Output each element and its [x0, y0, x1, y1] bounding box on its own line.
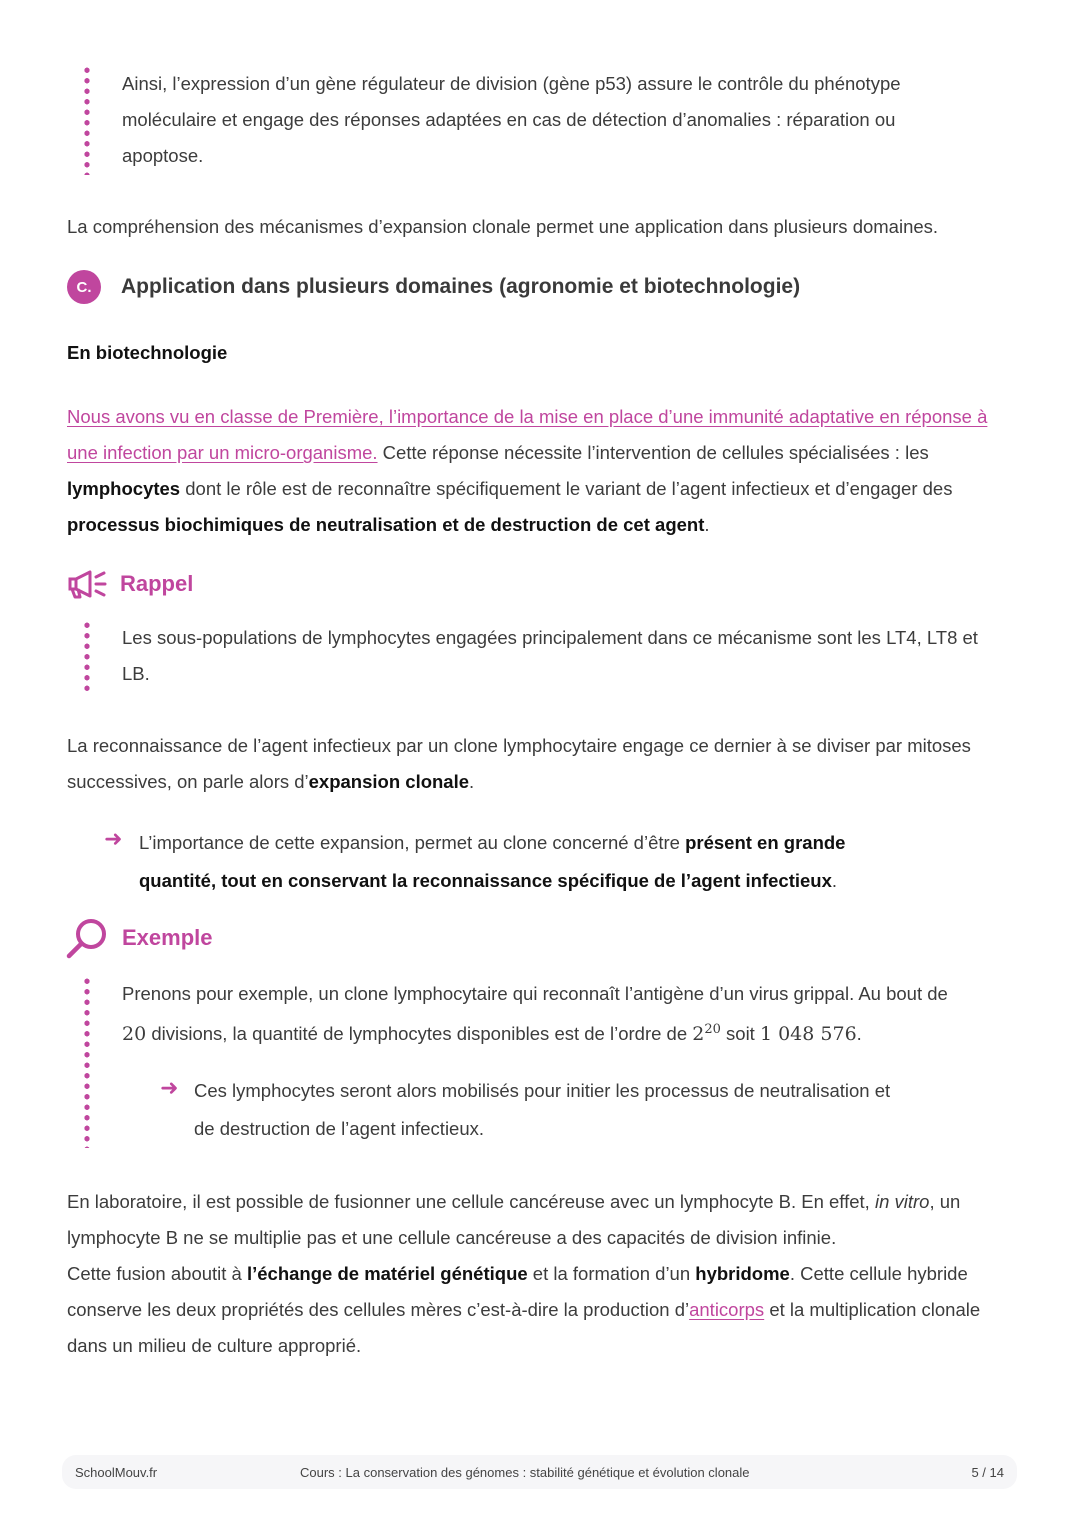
rappel-body [122, 620, 1002, 692]
section-title: Application dans plusieurs domaines (agronomie et biotechnologie) [121, 275, 801, 298]
paragraph-biotech: Nous avons vu en classe de Première, l’importance de la mise en place d’une immunité adaptative en réponse à une infection par un micro-organisme. Cette réponse nécessite l’intervention de cellules spécialisées : les lymphocytes dont le rôle est de reconnaître spécifiquement le variant de l’agent infectieux et d’engager des processus biochimiques de neutralisation et de destruction de cet agent. [67, 406, 988, 535]
arrow-right-icon: ➜ [104, 826, 123, 851]
subheading: En biotechnologie [67, 342, 228, 363]
exemple-title: Exemple [122, 925, 213, 950]
paragraph-expansion: La reconnaissance de l’agent infectieux par un clone lymphocytaire engage ce dernier à se diviser par mitoses successives, on parle alors d’expansion clonale. [67, 735, 971, 792]
rappel-line: LB. [122, 663, 150, 684]
rappel-title: Rappel [120, 571, 194, 596]
footer-site: SchoolMouv.fr [75, 1464, 158, 1480]
intro-line: moléculaire et engage des réponses adaptées en cas de détection d’anomalies : réparation ou [122, 109, 896, 130]
intro-block [122, 66, 1002, 174]
exemple-body: Prenons pour exemple, un clone lymphocytaire qui reconnaît l’antigène d’un virus grippal. Au bout de 20 divisions, la quantité de lymphocytes disponibles est de l’ordre de $2^{20}$ soit 1 048 576. [122, 983, 948, 1046]
arrow-right-icon: ➜ [160, 1075, 179, 1100]
section-badge: C. [67, 270, 101, 304]
arrow-point: L’importance de cette expansion, permet au clone concerné d’être présent en grande quantité, tout en conservant la reconnaissance spécifique de l’agent infectieux. [139, 832, 846, 891]
rappel-line: Les sous-populations de lymphocytes engagées principalement dans ce mécanisme sont les LT4, LT8 et [122, 627, 978, 648]
section-heading [67, 269, 800, 305]
exemple-heading [66, 917, 213, 959]
exemple-arrow-point: Ces lymphocytes seront alors mobilisés pour initier les processus de neutralisation et de destruction de l’agent infectieux. [194, 1080, 891, 1139]
dotted-rule [84, 620, 90, 695]
paragraph-hybridome: En laboratoire, il est possible de fusionner une cellule cancéreuse avec un lymphocyte B. En effet, in vitro, un lymphocyte B ne se multiplie pas et une cellule cancéreuse a des capacités de division infinie. Cette fusion aboutit à l’échange de matériel génétique et la formation d’un hybridome. Cette cellule hybride conserve les deux propriétés des cellules mères c’est-à-dire la production d’anticorps et la multiplication clonale dans un milieu de culture approprié. [67, 1191, 981, 1356]
rappel-heading [66, 566, 193, 602]
magnifier-icon [66, 917, 110, 959]
anticorps-link[interactable]: anticorps [689, 1299, 765, 1320]
premiere-link[interactable]: Nous avons vu en classe de Première, l’importance de la mise en place d’une immunité adaptative en réponse à [67, 406, 988, 427]
dotted-rule [84, 65, 90, 175]
footer-course-title: Cours : La conservation des génomes : stabilité génétique et évolution clonale [300, 1464, 750, 1480]
intro-line: Ainsi, l’expression d’un gène régulateur de division (gène p53) assure le contrôle du phénotype [122, 73, 901, 94]
transition-text: La compréhension des mécanismes d’expansion clonale permet une application dans plusieurs domaines. [67, 216, 939, 237]
megaphone-icon [66, 568, 112, 600]
dotted-rule [84, 976, 90, 1148]
premiere-link-cont[interactable]: une infection par un micro-organisme. [67, 442, 378, 463]
page-number: 5 / 14 [971, 1464, 1004, 1480]
page-footer [62, 1455, 1017, 1489]
intro-line: apoptose. [122, 145, 204, 166]
